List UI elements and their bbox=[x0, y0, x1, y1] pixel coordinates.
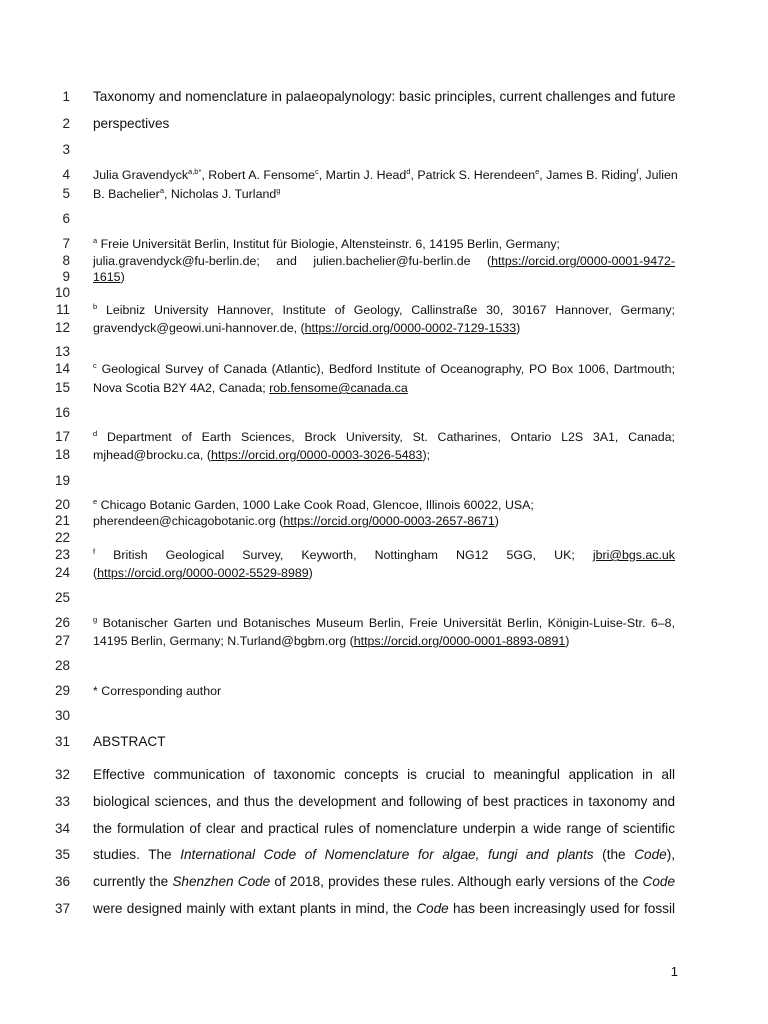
affiliation-marker: d bbox=[93, 428, 98, 438]
code-word: Code bbox=[642, 874, 676, 889]
line-number: 2 bbox=[62, 116, 70, 131]
author-name: , James B. Riding bbox=[539, 168, 637, 182]
affiliation-g-line2 bbox=[93, 633, 675, 649]
affiliation-text: ) bbox=[120, 270, 125, 284]
line-number: 36 bbox=[54, 874, 70, 889]
affiliation-e-line1 bbox=[93, 497, 675, 513]
line-number: 34 bbox=[54, 821, 70, 836]
line-number: 13 bbox=[54, 344, 70, 359]
orcid-link[interactable]: https://orcid.org/0000-0002-5529-8989 bbox=[97, 566, 309, 580]
line-number: 21 bbox=[54, 513, 70, 528]
orcid-link[interactable]: https://orcid.org/0000-0003-2657-8671 bbox=[283, 514, 495, 528]
affiliation-email: pherendeen@chicagobotanic.org ( bbox=[93, 514, 284, 528]
code-title: Shenzhen Code bbox=[172, 874, 271, 889]
line-number: 22 bbox=[54, 530, 70, 545]
affiliation-text: Department of Earth Sciences, Brock University, St. Catharines, Ontario L2S 3A1, Canada; bbox=[97, 430, 675, 444]
affiliation-b-line1 bbox=[93, 302, 675, 318]
line-number: 25 bbox=[54, 590, 70, 605]
abstract-text: ), bbox=[666, 847, 675, 862]
affiliation-email: mjhead@brocku.ca, ( bbox=[93, 448, 211, 462]
affiliation-marker: g bbox=[276, 185, 281, 195]
affiliation-a-line1 bbox=[93, 236, 675, 252]
affiliation-c-line2 bbox=[93, 380, 675, 396]
line-number: 20 bbox=[54, 497, 70, 512]
affiliation-a-line3 bbox=[93, 269, 675, 285]
corresponding-author-note: * Corresponding author bbox=[93, 684, 222, 698]
line-number: 24 bbox=[54, 565, 70, 580]
line-number: 35 bbox=[54, 847, 70, 862]
affiliation-marker: e bbox=[93, 496, 98, 506]
affiliation-text: British Geological Survey, Keyworth, Nottingham NG12 5GG, UK; bbox=[95, 548, 593, 562]
line-number: 9 bbox=[62, 269, 70, 284]
author-name: , Nicholas J. Turland bbox=[163, 187, 277, 201]
line-number: 37 bbox=[54, 901, 70, 916]
affiliation-text: ) bbox=[516, 321, 521, 335]
abstract-heading: ABSTRACT bbox=[93, 734, 166, 749]
affiliation-marker: g bbox=[93, 614, 98, 624]
author-name: , Martin J. Head bbox=[318, 168, 407, 182]
affiliation-marker: d bbox=[406, 166, 411, 176]
affiliation-marker: f bbox=[636, 166, 639, 176]
abstract-text: were designed mainly with extant plants in mind, the bbox=[93, 901, 417, 916]
line-number: 19 bbox=[54, 473, 70, 488]
abstract-text: of 2018, provides these rules. Although early versions of the bbox=[270, 874, 643, 889]
line-number: 33 bbox=[54, 794, 70, 809]
code-word: Code bbox=[416, 901, 449, 916]
abstract-text: studies. The bbox=[93, 847, 181, 862]
affiliation-d-line1 bbox=[93, 429, 675, 445]
abstract-line: biological sciences, and thus the development and following of best practices in taxonomy and bbox=[93, 794, 675, 809]
affiliation-text: ) bbox=[565, 634, 570, 648]
line-number: 32 bbox=[54, 767, 70, 782]
code-word: Code bbox=[634, 847, 667, 862]
affiliation-f-line2 bbox=[93, 565, 675, 581]
orcid-link[interactable]: https://orcid.org/0000-0003-3026-5483 bbox=[210, 448, 423, 462]
affiliation-marker: c bbox=[315, 166, 319, 176]
line-number: 30 bbox=[54, 708, 70, 723]
affiliation-e-line2 bbox=[93, 513, 675, 529]
line-number: 10 bbox=[54, 285, 70, 300]
line-number: 7 bbox=[62, 236, 70, 251]
affiliation-email: gravendyck@geowi.uni-hannover.de, ( bbox=[93, 321, 305, 335]
author-name: , Julien bbox=[638, 168, 678, 182]
line-number: 23 bbox=[54, 547, 70, 562]
abstract-line: the formulation of clear and practical rules of nomenclature underpin a wide range of scientific bbox=[93, 821, 675, 836]
line-number: 26 bbox=[54, 615, 70, 630]
affiliation-a-line2 bbox=[93, 253, 675, 269]
line-number: 16 bbox=[54, 405, 70, 420]
affiliation-text: Chicago Botanic Garden, 1000 Lake Cook Road, Glencoe, Illinois 60022, USA; bbox=[97, 498, 534, 512]
author-name: Julia Gravendyck bbox=[93, 168, 189, 182]
line-number: 8 bbox=[62, 253, 70, 268]
abstract-line: Effective communication of taxonomic concepts is crucial to meaningful application in all bbox=[93, 767, 675, 782]
orcid-link[interactable]: https://orcid.org/0000-0002-7129-1533 bbox=[304, 321, 517, 335]
line-number: 6 bbox=[62, 211, 70, 226]
line-number: 4 bbox=[62, 167, 70, 182]
line-number: 14 bbox=[54, 361, 70, 376]
affiliation-c-line1 bbox=[93, 361, 675, 377]
author-name: , Robert A. Fensome bbox=[201, 168, 316, 182]
line-number: 17 bbox=[54, 429, 70, 444]
affiliation-text: Leibniz University Hannover, Institute of Geology, Callinstraße 30, 30167 Hannover, Germany; bbox=[97, 303, 675, 317]
affiliation-text: Botanischer Garten und Botanisches Museum Berlin, Freie Universität Berlin, Königin-Luise-Str. 6–8, bbox=[97, 616, 675, 630]
line-number: 28 bbox=[54, 658, 70, 673]
abstract-line bbox=[93, 874, 675, 890]
affiliation-text: ) bbox=[494, 514, 499, 528]
orcid-link[interactable]: https://orcid.org/0000-0001-8893-0891 bbox=[353, 634, 566, 648]
paper-title-line1: Taxonomy and nomenclature in palaeopalynology: basic principles, current challenges and future bbox=[93, 89, 676, 104]
author-name: , Patrick S. Herendeen bbox=[410, 168, 536, 182]
abstract-text: has been increasingly used for fossil bbox=[448, 901, 675, 916]
affiliation-g-line1 bbox=[93, 615, 675, 631]
email-link[interactable]: rob.fensome@canada.ca bbox=[269, 381, 408, 395]
abstract-line bbox=[93, 847, 675, 863]
affiliation-text: ) bbox=[308, 566, 313, 580]
code-title: International Code of Nomenclature for algae, fungi and plants bbox=[180, 847, 594, 862]
affiliation-text: Freie Universität Berlin, Institut für Biologie, Altensteinstr. 6, 14195 Berlin, Germany; bbox=[97, 237, 560, 251]
email-link[interactable]: jbri@bgs.ac.uk bbox=[592, 548, 675, 562]
affiliation-marker: e bbox=[535, 166, 540, 176]
affiliation-marker: a bbox=[159, 185, 164, 195]
affiliation-text: Geological Survey of Canada (Atlantic), Bedford Institute of Oceanography, PO Box 1006, Dartmouth; bbox=[96, 362, 675, 376]
line-number: 31 bbox=[54, 734, 70, 749]
line-number: 27 bbox=[54, 633, 70, 648]
abstract-text: (the bbox=[593, 847, 635, 862]
affiliation-b-line2 bbox=[93, 320, 675, 336]
author-list-line1 bbox=[93, 166, 678, 183]
affiliation-marker: a,b* bbox=[188, 166, 202, 176]
line-number: 1 bbox=[62, 89, 70, 104]
affiliation-email: julia.gravendyck@fu-berlin.de; and julien.bachelier@fu-berlin.de ( bbox=[93, 254, 492, 268]
abstract-text: currently the bbox=[93, 874, 173, 889]
affiliation-f-line1 bbox=[93, 547, 675, 563]
line-number: 18 bbox=[54, 447, 70, 462]
affiliation-text: Nova Scotia B2Y 4A2, Canada; bbox=[93, 381, 270, 395]
line-number: 15 bbox=[54, 380, 70, 395]
author-list-line2 bbox=[93, 186, 675, 202]
orcid-link[interactable]: 1615 bbox=[93, 270, 121, 284]
author-name: B. Bachelier bbox=[93, 187, 160, 201]
paper-title-line2: perspectives bbox=[93, 116, 170, 131]
page-number: 1 bbox=[670, 964, 678, 979]
line-number: 12 bbox=[54, 320, 70, 335]
line-number: 5 bbox=[62, 186, 70, 201]
affiliation-marker: c bbox=[93, 360, 97, 370]
affiliation-text: ( bbox=[93, 566, 98, 580]
line-number: 29 bbox=[54, 683, 70, 698]
affiliation-marker: a bbox=[93, 235, 98, 245]
orcid-link[interactable]: https://orcid.org/0000-0001-9472- bbox=[491, 254, 675, 268]
affiliation-marker: b bbox=[93, 301, 98, 311]
line-number: 11 bbox=[55, 302, 70, 317]
affiliation-email: 14195 Berlin, Germany; N.Turland@bgbm.org ( bbox=[93, 634, 354, 648]
affiliation-d-line2 bbox=[93, 447, 675, 463]
affiliation-text: ); bbox=[422, 448, 431, 462]
affiliation-marker: f bbox=[93, 546, 96, 556]
abstract-line bbox=[93, 901, 675, 917]
line-number: 3 bbox=[62, 142, 70, 157]
